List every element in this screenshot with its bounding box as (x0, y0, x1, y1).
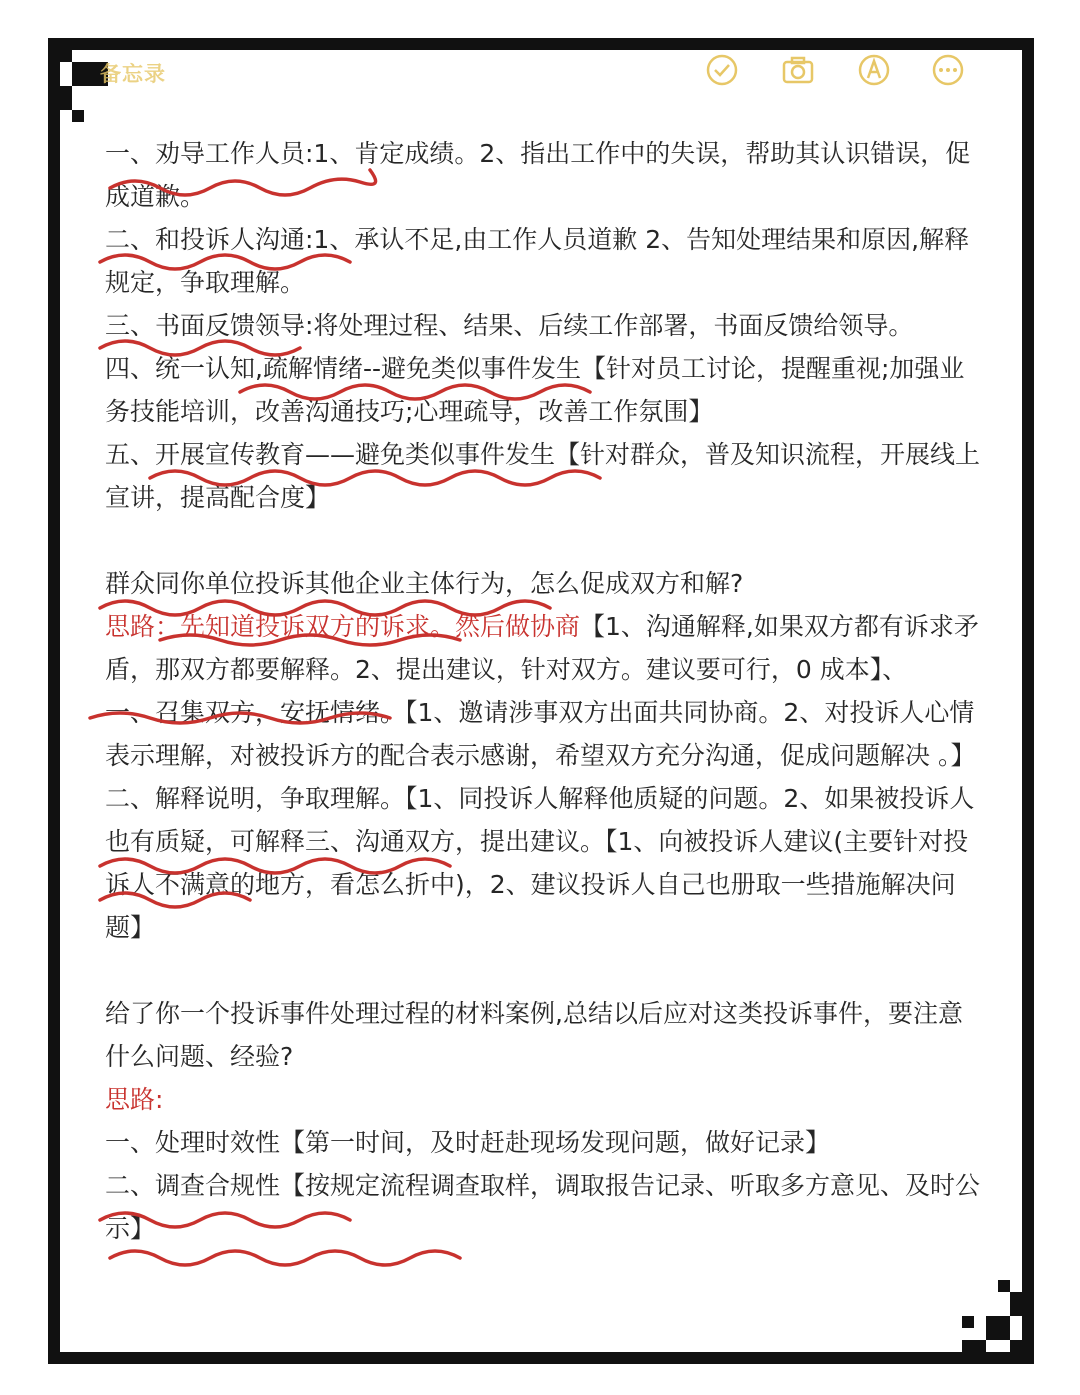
app-title: 备忘录 (100, 62, 166, 86)
s1-point-5: 五、开展宣传教育——避免类似事件发生【针对群众，普及知识流程，开展线上宣讲，提高配合度】 (105, 440, 981, 512)
markup-pen-icon[interactable] (856, 52, 892, 88)
s2-point-2: 二、解释说明，争取理解。【1、同投诉人解释他质疑的问题。2、如果被投诉人也有质疑，可解释三、沟通双方，提出建议。【1、向被投诉人建议(主要针对投诉人不满意的地方，看怎么折中)，2、建议投诉人自己也册取一些措施解决问题】 (105, 784, 975, 942)
s2-idea-label: 思路：先知道投诉双方的诉求。然后做协商 (105, 612, 581, 641)
blank-line (105, 949, 985, 992)
s2-idea-text: 【1、沟通解释,如果双方都有诉求矛盾，那双方都要解释。2、提出建议，针对双方。建议要可行，0 成本】、 (105, 612, 979, 684)
s3-question: 给了你一个投诉事件处理过程的材料案例,总结以后应对这类投诉事件，要注意什么问题、经验? (105, 999, 963, 1071)
camera-icon[interactable] (780, 52, 816, 88)
s1-point-4: 四、统一认知,疏解情绪--避免类似事件发生【针对员工讨论，提醒重视;加强业务技能培训，改善沟通技巧;心理疏导，改善工作氛围】 (105, 354, 965, 426)
s2-question: 群众同你单位投诉其他企业主体行为，怎么促成双方和解? (105, 569, 744, 598)
s3-point-2: 二、调查合规性【按规定流程调查取样，调取报告记录、听取多方意见、及时公示】 (105, 1171, 981, 1243)
s3-point-1: 一、处理时效性【第一时间，及时赶赴现场发现问题，做好记录】 (105, 1128, 831, 1157)
s3-idea-label: 思路: (105, 1085, 164, 1114)
note-body[interactable] (105, 132, 985, 1250)
more-dots-icon[interactable] (930, 52, 966, 88)
checkmark-circle-icon[interactable] (704, 52, 740, 88)
s2-idea (105, 605, 985, 691)
blank-line (105, 519, 985, 562)
s1-point-2: 二、和投诉人沟通:1、承认不足,由工作人员道歉 2、告知处理结果和原因,解释规定，争取理解。 (105, 225, 970, 297)
s2-point-1: 一、召集双方，安抚情绪。【1、邀请涉事双方出面共同协商。2、对投诉人心情表示理解，对被投诉方的配合表示感谢，希望双方充分沟通，促成问题解决 。】 (105, 698, 976, 770)
s1-point-1: 一、劝导工作人员:1、肯定成绩。2、指出工作中的失误，帮助其认识错误，促成道歉。 (105, 139, 971, 211)
notes-toolbar (100, 50, 1020, 94)
s1-point-3: 三、书面反馈领导:将处理过程、结果、后续工作部署，书面反馈给领导。 (105, 311, 914, 340)
